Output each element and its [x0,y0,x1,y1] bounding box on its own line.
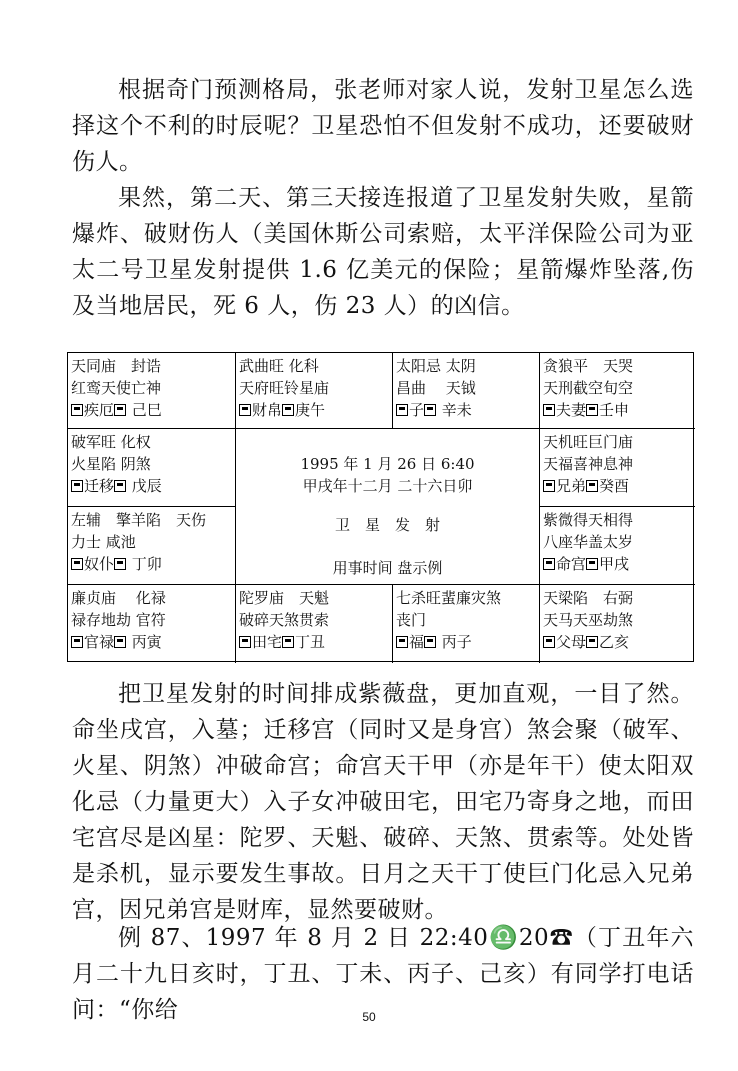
palace-branch: 癸酉 [599,477,630,495]
box-icon [396,404,408,416]
box-icon [114,404,126,416]
cell-stars-2: 昌曲 天钺 [396,379,476,397]
palace-cell-you [540,429,695,507]
palace-cell-yin [68,585,236,663]
box-icon [71,480,83,492]
palace-name: 子 [409,401,425,419]
cell-palace [239,631,389,653]
box-icon [586,404,598,416]
paragraph-3: 把卫星发射的时间排成紫薇盘，更加直观，一目了然。命坐戌宫，入墓；迁移宫（同时又是身宫）煞会聚（破军、火星、阴煞）冲破命宫；命宫天干甲（亦是年干）使太阳双化忌（力量更大）入子女冲破田宅，田宅乃寄身之地，而田宅宫尽是凶星：陀罗、天魁、破碎、天煞、贯索等。处处皆是杀机，显示要发生事故。日月之天干丁使巨门化忌入兄弟宫，因兄弟宫是财库，显然要破财。 [72,681,694,923]
palace-cell-zi [393,585,540,663]
palace-name: 财帛 [252,401,283,419]
cell-stars-1: 天梁陷 右弼 [543,589,634,607]
box-icon [114,636,126,648]
palace-cell-mao [68,507,236,585]
cell-stars-1: 破军旺 化权 [71,433,151,451]
palace-name: 田宅 [252,633,283,651]
palace-name: 夫妻 [556,401,587,419]
box-icon [543,558,555,570]
center-subtitle: 用事时间 盘示例 [332,559,443,577]
cell-palace [71,553,232,575]
cell-stars-2: 天马天巫劫煞 [543,611,634,629]
box-icon [71,636,83,648]
palace-cell-sishi [68,353,236,429]
box-icon [543,404,555,416]
cell-stars-2: 丧门 [396,611,427,629]
palace-cell-hai [540,585,695,663]
cell-stars-2: 破碎天煞贯索 [239,611,330,629]
palace-branch: 壬申 [599,401,630,419]
cell-stars-1: 廉贞庙 化禄 [71,589,166,607]
cell-palace [71,631,232,653]
paragraph-1: 根据奇门预测格局，张老师对家人说，发射卫星怎么选择这个不利的时辰呢？卫星恐怕不但发射不成功，还要破财伤人。 [72,77,694,175]
box-icon [114,558,126,570]
box-icon [71,558,83,570]
box-icon [543,636,555,648]
center-lunar-date: 甲戌年十二月 二十六日卯 [302,477,473,495]
palace-name: 父母 [556,633,587,651]
box-icon [71,404,83,416]
cell-stars-1: 陀罗庙 天魁 [239,589,330,607]
box-icon [239,404,251,416]
box-icon [239,636,251,648]
cell-stars-1: 天机旺巨门庙 [543,433,634,451]
box-icon [586,636,598,648]
cell-palace [71,475,232,497]
cell-palace [239,399,389,421]
cell-stars-2: 天刑截空旬空 [543,379,634,397]
cell-palace [71,399,232,421]
palace-cell-chou [236,585,393,663]
palace-branch: 丙寅 [127,633,162,651]
box-icon [114,480,126,492]
box-icon [586,480,598,492]
palace-cell-xu [540,507,695,585]
chart-center [236,429,540,585]
page-number: 50 [362,1010,376,1024]
palace-cell-wu [236,353,393,429]
cell-palace [396,399,536,421]
paragraph-2: 果然，第二天、第三天接连报道了卫星发射失败，星箭爆炸、破财伤人（美国休斯公司索赔，太平洋保险公司为亚太二号卫星发射提供 1.6 亿美元的保险；星箭爆炸坠落,伤及当地居民，死 6 人，伤 23 人）的凶信。 [72,185,694,319]
cell-stars-2: 禄存地劫 官符 [71,611,166,629]
cell-palace [543,399,692,421]
box-icon [396,636,408,648]
box-icon [424,636,436,648]
palace-name: 迁移 [84,477,115,495]
palace-branch: 己巳 [127,401,162,419]
box-icon [424,404,436,416]
cell-stars-1: 天同庙 封诰 [71,357,162,375]
paragraph-4: 例 87、1997 年 8 月 2 日 22:40♎20☎（丁丑年六月二十九日亥时，丁丑、丁未、丙子、己亥）有同学打电话问：“你给 [72,925,694,1023]
cell-stars-2: 天福喜神息神 [543,455,634,473]
cell-stars-1: 紫微得天相得 [543,511,634,529]
cell-stars-1: 太阳忌 太阴 [396,357,476,375]
box-icon [586,558,598,570]
box-icon [543,480,555,492]
cell-stars-2: 红鸾天使亡神 [71,379,162,397]
cell-stars-2: 力士 咸池 [71,533,136,551]
palace-name: 官禄 [84,633,115,651]
cell-palace [543,475,692,497]
box-icon [282,636,294,648]
palace-name: 疾厄 [84,401,115,419]
ziwei-chart [67,352,694,662]
palace-branch: 乙亥 [599,633,630,651]
cell-stars-1: 武曲旺 化科 [239,357,319,375]
cell-palace [543,631,692,653]
palace-branch: 丁丑 [295,633,326,651]
palace-branch: 辛未 [437,401,472,419]
palace-cell-wei [393,353,540,429]
palace-name: 兄弟 [556,477,587,495]
palace-name: 命宫 [556,555,587,573]
cell-stars-1: 左辅 擎羊陷 天伤 [71,511,207,529]
center-date: 1995 年 1 月 26 日 6:40 [300,455,475,473]
palace-cell-shen [540,353,695,429]
cell-stars-1: 七杀旺蜚廉灾煞 [396,589,502,607]
palace-branch: 丁卯 [127,555,162,573]
palace-cell-chen [68,429,236,507]
cell-palace [543,553,692,575]
palace-branch: 庚午 [295,401,326,419]
palace-name: 福 [409,633,425,651]
cell-stars-2: 八座华盖太岁 [543,533,634,551]
cell-stars-2: 火星陷 阴煞 [71,455,151,473]
palace-branch: 戊辰 [127,477,162,495]
box-icon [282,404,294,416]
palace-branch: 丙子 [437,633,472,651]
center-title: 卫 星 发 射 [334,516,440,534]
cell-stars-2: 天府旺铃星庙 [239,379,330,397]
cell-palace [396,631,536,653]
palace-name: 奴仆 [84,555,115,573]
cell-stars-1: 贪狼平 天哭 [543,357,634,375]
palace-branch: 甲戌 [599,555,630,573]
